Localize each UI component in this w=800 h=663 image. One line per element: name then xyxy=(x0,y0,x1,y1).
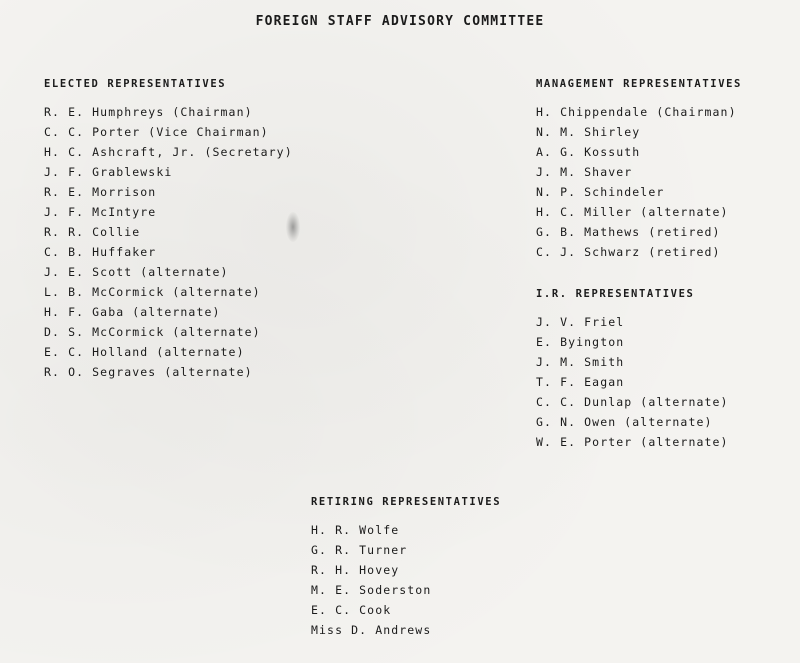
member-name: C. C. Dunlap (alternate) xyxy=(536,395,729,409)
member-name: J. M. Smith xyxy=(536,355,625,369)
member-name: E. Byington xyxy=(536,335,625,349)
management-members-list xyxy=(536,102,742,262)
retiring-representatives-section xyxy=(311,496,501,640)
document-title: FOREIGN STAFF ADVISORY COMMITTEE xyxy=(255,14,545,29)
member-name: C. B. Huffaker xyxy=(44,245,157,259)
retiring-members-list xyxy=(311,520,501,640)
member-name: D. S. McCormick (alternate) xyxy=(44,325,261,339)
member-name: R. E. Morrison xyxy=(44,185,157,199)
member-name: J. E. Scott (alternate) xyxy=(44,265,229,279)
member-name: L. B. McCormick (alternate) xyxy=(44,285,261,299)
member-name: N. M. Shirley xyxy=(536,125,641,139)
member-name: N. P. Schindeler xyxy=(536,185,665,199)
member-name: G. B. Mathews (retired) xyxy=(536,225,721,239)
member-name: H. F. Gaba (alternate) xyxy=(44,305,221,319)
management-representatives-section xyxy=(536,78,742,262)
member-name: G. R. Turner xyxy=(311,543,408,557)
member-name: R. R. Collie xyxy=(44,225,141,239)
member-name: Miss D. Andrews xyxy=(311,623,432,637)
section-heading-elected: ELECTED REPRESENTATIVES xyxy=(44,78,227,90)
member-name: C. C. Porter (Vice Chairman) xyxy=(44,125,269,139)
member-name: H. R. Wolfe xyxy=(311,523,400,537)
member-name: A. G. Kossuth xyxy=(536,145,641,159)
member-name: J. F. McIntyre xyxy=(44,205,157,219)
member-name: J. F. Grablewski xyxy=(44,165,173,179)
member-name: T. F. Eagan xyxy=(536,375,625,389)
member-name: J. V. Friel xyxy=(536,315,625,329)
member-name: H. Chippendale (Chairman) xyxy=(536,105,737,119)
elected-representatives-section xyxy=(44,78,293,382)
member-name: H. C. Ashcraft, Jr. (Secretary) xyxy=(44,145,293,159)
member-name: R. O. Segraves (alternate) xyxy=(44,365,253,379)
member-name: R. E. Humphreys (Chairman) xyxy=(44,105,253,119)
member-name: M. E. Soderston xyxy=(311,583,432,597)
member-name: G. N. Owen (alternate) xyxy=(536,415,713,429)
section-heading-management: MANAGEMENT REPRESENTATIVES xyxy=(536,78,742,90)
ir-members-list xyxy=(536,312,729,452)
member-name: J. M. Shaver xyxy=(536,165,633,179)
section-heading-ir: I.R. REPRESENTATIVES xyxy=(536,288,695,300)
ir-representatives-section xyxy=(536,288,729,452)
section-heading-retiring: RETIRING REPRESENTATIVES xyxy=(311,496,502,508)
elected-members-list xyxy=(44,102,293,382)
member-name: E. C. Cook xyxy=(311,603,392,617)
member-name: H. C. Miller (alternate) xyxy=(536,205,729,219)
member-name: E. C. Holland (alternate) xyxy=(44,345,245,359)
member-name: C. J. Schwarz (retired) xyxy=(536,245,721,259)
member-name: W. E. Porter (alternate) xyxy=(536,435,729,449)
member-name: R. H. Hovey xyxy=(311,563,400,577)
